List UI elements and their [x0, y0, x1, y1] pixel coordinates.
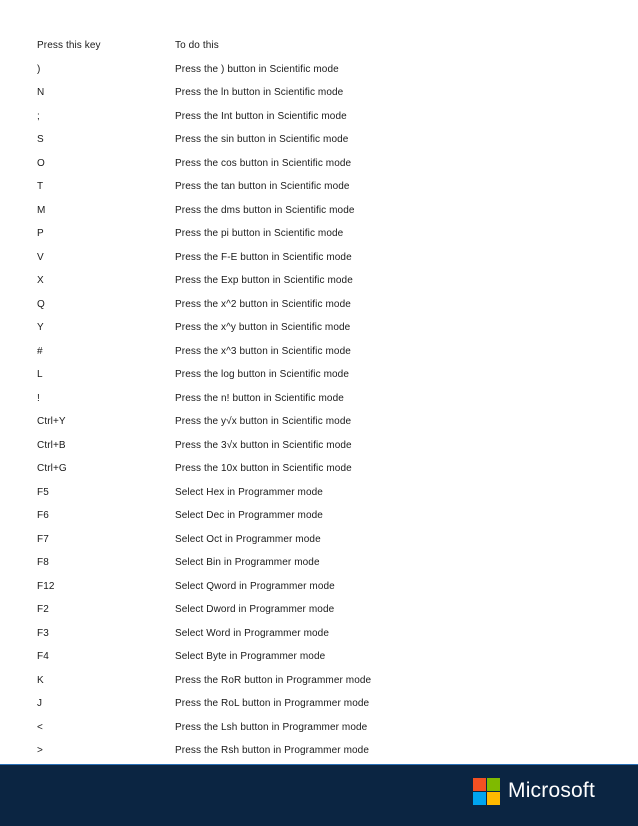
shortcut-action: Press the x^y button in Scientific mode	[175, 322, 351, 333]
shortcut-action: Press the log button in Scientific mode	[175, 369, 349, 380]
shortcut-action: Press the pi button in Scientific mode	[175, 228, 344, 239]
table-row	[37, 81, 597, 105]
shortcut-key: L	[37, 369, 43, 380]
shortcut-key: )	[37, 63, 41, 75]
shortcut-action: Select Dword in Programmer mode	[175, 604, 335, 615]
table-row	[37, 175, 597, 199]
shortcut-key: !	[37, 392, 40, 404]
shortcut-key: F4	[37, 651, 49, 662]
shortcut-key: F2	[37, 604, 49, 615]
shortcut-key: <	[37, 721, 43, 733]
shortcut-key: F7	[37, 533, 49, 545]
table-row	[37, 551, 597, 575]
shortcut-rows	[37, 58, 597, 763]
shortcut-action: Press the ) button in Scientific mode	[175, 63, 339, 75]
shortcut-action: Press the tan button in Scientific mode	[175, 181, 350, 192]
table-row	[37, 622, 597, 646]
shortcut-action: Press the 10x button in Scientific mode	[175, 463, 352, 474]
shortcut-action: Press the y√x button in Scientific mode	[175, 416, 352, 427]
shortcut-key: N	[37, 87, 45, 98]
table-row	[37, 152, 597, 176]
shortcut-action: Press the RoL button in Programmer mode	[175, 698, 370, 709]
shortcut-action: Press the cos button in Scientific mode	[175, 157, 352, 169]
shortcut-action: Press the F-E button in Scientific mode	[175, 251, 352, 263]
table-row	[37, 481, 597, 505]
table-row	[37, 457, 597, 481]
shortcut-key: Y	[37, 322, 44, 333]
table-row	[37, 58, 597, 82]
table-row	[37, 105, 597, 129]
table-row	[37, 340, 597, 364]
shortcut-key: J	[37, 698, 43, 709]
table-row	[37, 598, 597, 622]
table-row	[37, 528, 597, 552]
shortcut-action: Press the 3√x button in Scientific mode	[175, 439, 352, 451]
table-row	[37, 739, 597, 763]
shortcut-action: Select Oct in Programmer mode	[175, 533, 321, 545]
table-row	[37, 645, 597, 669]
microsoft-wordmark: Microsoft	[508, 779, 595, 802]
logo-square-green	[487, 778, 500, 791]
shortcut-key: S	[37, 134, 44, 145]
shortcut-action: Press the Rsh button in Programmer mode	[175, 745, 369, 756]
shortcut-action: Press the Int button in Scientific mode	[175, 110, 347, 122]
shortcut-action: Press the n! button in Scientific mode	[175, 392, 344, 404]
microsoft-logo	[473, 777, 595, 805]
table-row	[37, 575, 597, 599]
shortcut-key: ;	[37, 110, 40, 122]
shortcut-table	[37, 34, 597, 763]
shortcut-action: Press the Lsh button in Programmer mode	[175, 721, 368, 733]
table-header-row	[37, 34, 597, 58]
shortcut-key: P	[37, 228, 44, 239]
shortcut-key: F3	[37, 627, 49, 639]
shortcut-key: Ctrl+Y	[37, 416, 66, 427]
shortcut-key: K	[37, 674, 44, 686]
table-row	[37, 199, 597, 223]
header-action-column: To do this	[175, 40, 219, 51]
table-row	[37, 387, 597, 411]
table-row	[37, 504, 597, 528]
shortcut-key: F12	[37, 580, 55, 592]
logo-square-yellow	[487, 792, 500, 805]
microsoft-windows-squares-icon	[473, 778, 500, 805]
shortcut-key: O	[37, 157, 45, 169]
table-row	[37, 128, 597, 152]
shortcut-key: Ctrl+G	[37, 463, 67, 474]
shortcut-action: Select Bin in Programmer mode	[175, 557, 320, 568]
logo-square-red	[473, 778, 486, 791]
table-row	[37, 222, 597, 246]
shortcut-action: Select Byte in Programmer mode	[175, 651, 326, 662]
table-row	[37, 434, 597, 458]
shortcut-action: Press the dms button in Scientific mode	[175, 204, 355, 216]
shortcut-action: Select Qword in Programmer mode	[175, 580, 335, 592]
table-row	[37, 669, 597, 693]
table-row	[37, 293, 597, 317]
table-row	[37, 316, 597, 340]
shortcut-key: F5	[37, 486, 49, 498]
shortcut-key: M	[37, 204, 46, 216]
shortcut-key: >	[37, 745, 43, 756]
shortcut-key: Q	[37, 298, 45, 310]
table-row	[37, 716, 597, 740]
shortcut-key: F8	[37, 557, 49, 568]
table-row	[37, 269, 597, 293]
shortcut-key: #	[37, 345, 43, 357]
shortcut-action: Press the Exp button in Scientific mode	[175, 275, 353, 286]
shortcut-action: Select Hex in Programmer mode	[175, 486, 323, 498]
shortcut-key: T	[37, 181, 44, 192]
table-row	[37, 363, 597, 387]
shortcut-key: V	[37, 251, 44, 263]
shortcut-key: F6	[37, 510, 49, 521]
table-row	[37, 692, 597, 716]
shortcut-action: Press the x^2 button in Scientific mode	[175, 298, 351, 310]
table-row	[37, 410, 597, 434]
shortcut-action: Press the ln button in Scientific mode	[175, 87, 344, 98]
shortcut-action: Press the sin button in Scientific mode	[175, 134, 349, 145]
shortcut-key: X	[37, 275, 44, 286]
logo-square-blue	[473, 792, 486, 805]
header-key-column: Press this key	[37, 40, 101, 51]
shortcut-action: Select Dec in Programmer mode	[175, 510, 323, 521]
shortcut-action: Select Word in Programmer mode	[175, 627, 329, 639]
shortcut-key: Ctrl+B	[37, 439, 66, 451]
table-row	[37, 246, 597, 270]
shortcut-action: Press the x^3 button in Scientific mode	[175, 345, 351, 357]
shortcut-action: Press the RoR button in Programmer mode	[175, 674, 372, 686]
